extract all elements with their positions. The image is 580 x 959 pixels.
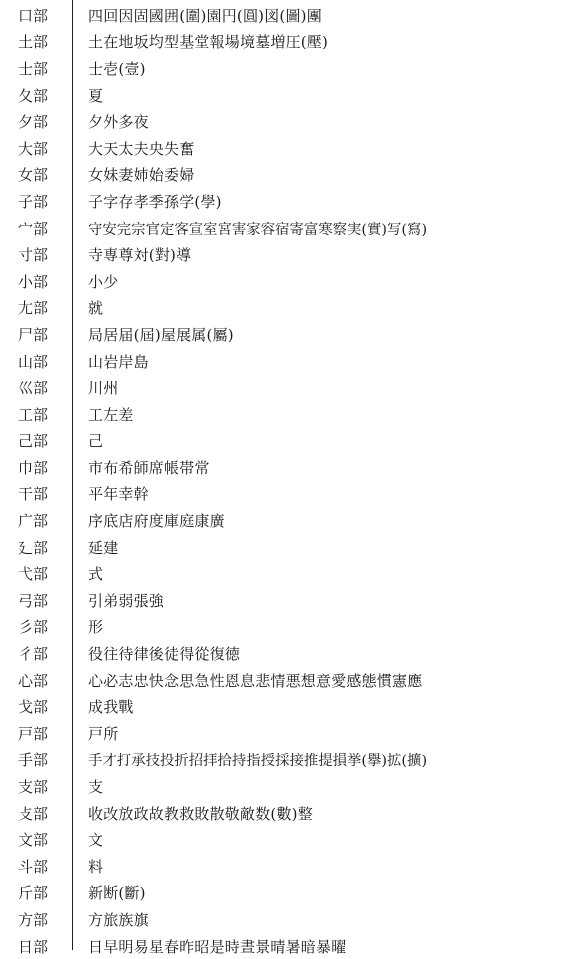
table-row <box>0 82 580 109</box>
kanji-list: 夕外多夜 <box>88 113 149 132</box>
radical-label: 彳部 <box>18 645 49 664</box>
kanji-list: 心必志忠快念思急性恩息悲情悪想意愛感態慣憲應 <box>88 671 423 690</box>
radical-label: 女部 <box>18 166 49 185</box>
kanji-list: 山岩岸島 <box>88 352 149 371</box>
radical-label: 弓部 <box>18 591 49 610</box>
radical-label: 廴部 <box>18 538 49 557</box>
table-row <box>0 268 580 295</box>
radical-label: 干部 <box>18 485 49 504</box>
table-row <box>0 454 580 481</box>
radical-label: 子部 <box>18 192 49 211</box>
radical-label: 斤部 <box>18 884 49 903</box>
table-row <box>0 800 580 827</box>
table-row <box>0 215 580 242</box>
table-row <box>0 507 580 534</box>
kanji-list: 夏 <box>88 86 104 105</box>
kanji-list: 成我戰 <box>88 698 134 717</box>
radical-label: 心部 <box>18 671 49 690</box>
kanji-list: 序底店府度庫庭康廣 <box>88 512 225 531</box>
radical-label: 小部 <box>18 272 49 291</box>
table-row <box>0 481 580 508</box>
radical-label: 弋部 <box>18 565 49 584</box>
table-row <box>0 747 580 774</box>
kanji-list: 女妹妻姉始委婦 <box>88 166 195 185</box>
kanji-list: 日早明易星春昨昭是時晝景晴暑暗暴曜 <box>88 937 347 956</box>
kanji-list: 手才打承技投折招拝拾持指授採接推提損挙(擧)拡(擴) <box>88 753 428 770</box>
kanji-list: 延建 <box>88 538 119 557</box>
kanji-list: 方旅族旗 <box>88 910 149 929</box>
kanji-list: 役往待律後徒得從復徳 <box>88 645 241 664</box>
kanji-list: 文 <box>88 831 104 850</box>
table-row <box>0 321 580 348</box>
table-row <box>0 773 580 800</box>
table-row <box>0 693 580 720</box>
radical-label: 宀部 <box>18 219 49 238</box>
radical-label: 夕部 <box>18 113 49 132</box>
radical-label: 尢部 <box>18 299 49 318</box>
kanji-list: 引弟弱張強 <box>88 591 165 610</box>
kanji-list: 四回因固國囲(圍)園円(圓)図(圖)團 <box>88 6 322 25</box>
table-row <box>0 241 580 268</box>
kanji-list: 己 <box>88 432 104 451</box>
table-row <box>0 188 580 215</box>
kanji-list: 工左差 <box>88 405 134 424</box>
table-row <box>0 534 580 561</box>
table-row <box>0 853 580 880</box>
table-row <box>0 614 580 641</box>
radical-label: 攴部 <box>18 804 49 823</box>
table-row <box>0 162 580 189</box>
radical-label: 尸部 <box>18 325 49 344</box>
table-row <box>0 640 580 667</box>
radical-label: 口部 <box>18 6 49 25</box>
kanji-list: 平年幸幹 <box>88 485 149 504</box>
radical-label: 工部 <box>18 405 49 424</box>
radical-label: 日部 <box>18 937 49 956</box>
kanji-list: 川州 <box>88 379 119 398</box>
table-row <box>0 401 580 428</box>
kanji-list: 小少 <box>88 272 119 291</box>
table-row <box>0 587 580 614</box>
kanji-list: 新断(斷) <box>88 884 146 903</box>
radical-label: 寸部 <box>18 246 49 265</box>
radical-table <box>0 2 580 959</box>
kanji-list: 支 <box>88 778 104 797</box>
radical-label: 方部 <box>18 910 49 929</box>
kanji-list: 大天太夫央失奮 <box>88 139 195 158</box>
radical-label: 彡部 <box>18 618 49 637</box>
table-row <box>0 428 580 455</box>
table-row <box>0 295 580 322</box>
radical-label: 支部 <box>18 778 49 797</box>
radical-label: 大部 <box>18 139 49 158</box>
radical-label: 戈部 <box>18 698 49 717</box>
radical-label: 巛部 <box>18 379 49 398</box>
radical-label: 文部 <box>18 831 49 850</box>
kanji-list: 式 <box>88 565 104 584</box>
kanji-list: 形 <box>88 618 104 637</box>
radical-label: 夂部 <box>18 86 49 105</box>
kanji-list: 就 <box>88 299 104 318</box>
radical-label: 山部 <box>18 352 49 371</box>
table-row <box>0 55 580 82</box>
table-row <box>0 933 580 959</box>
radical-label: 手部 <box>18 751 49 770</box>
kanji-list: 料 <box>88 857 104 876</box>
kanji-list: 子字存孝季孫学(學) <box>88 192 222 211</box>
table-row <box>0 135 580 162</box>
table-row <box>0 108 580 135</box>
kanji-list: 土在地坂均型基堂報場境墓増圧(壓) <box>88 33 329 52</box>
table-row <box>0 826 580 853</box>
table-row <box>0 906 580 933</box>
radical-label: 士部 <box>18 59 49 78</box>
kanji-list: 局居届(屆)屋展属(屬) <box>88 325 234 344</box>
kanji-list: 守安完宗官定客宣室宮害家容宿寄富寒察実(實)写(寫) <box>88 221 428 238</box>
kanji-list: 士壱(壹) <box>88 59 146 78</box>
kanji-list: 寺専尊対(對)導 <box>88 246 192 265</box>
radical-label: 土部 <box>18 33 49 52</box>
radical-label: 巾部 <box>18 458 49 477</box>
table-row <box>0 29 580 56</box>
table-row <box>0 374 580 401</box>
table-row <box>0 667 580 694</box>
table-row <box>0 560 580 587</box>
kanji-list: 市布希師席帳帯常 <box>88 458 210 477</box>
kanji-list: 收改放政故教救敗散敬敵数(數)整 <box>88 804 313 823</box>
radical-label: 广部 <box>18 512 49 531</box>
table-row <box>0 348 580 375</box>
radical-label: 戸部 <box>18 724 49 743</box>
table-row <box>0 880 580 907</box>
radical-label: 己部 <box>18 432 49 451</box>
table-row <box>0 720 580 747</box>
table-row <box>0 2 580 29</box>
kanji-list: 戸所 <box>88 724 119 743</box>
radical-label: 斗部 <box>18 857 49 876</box>
